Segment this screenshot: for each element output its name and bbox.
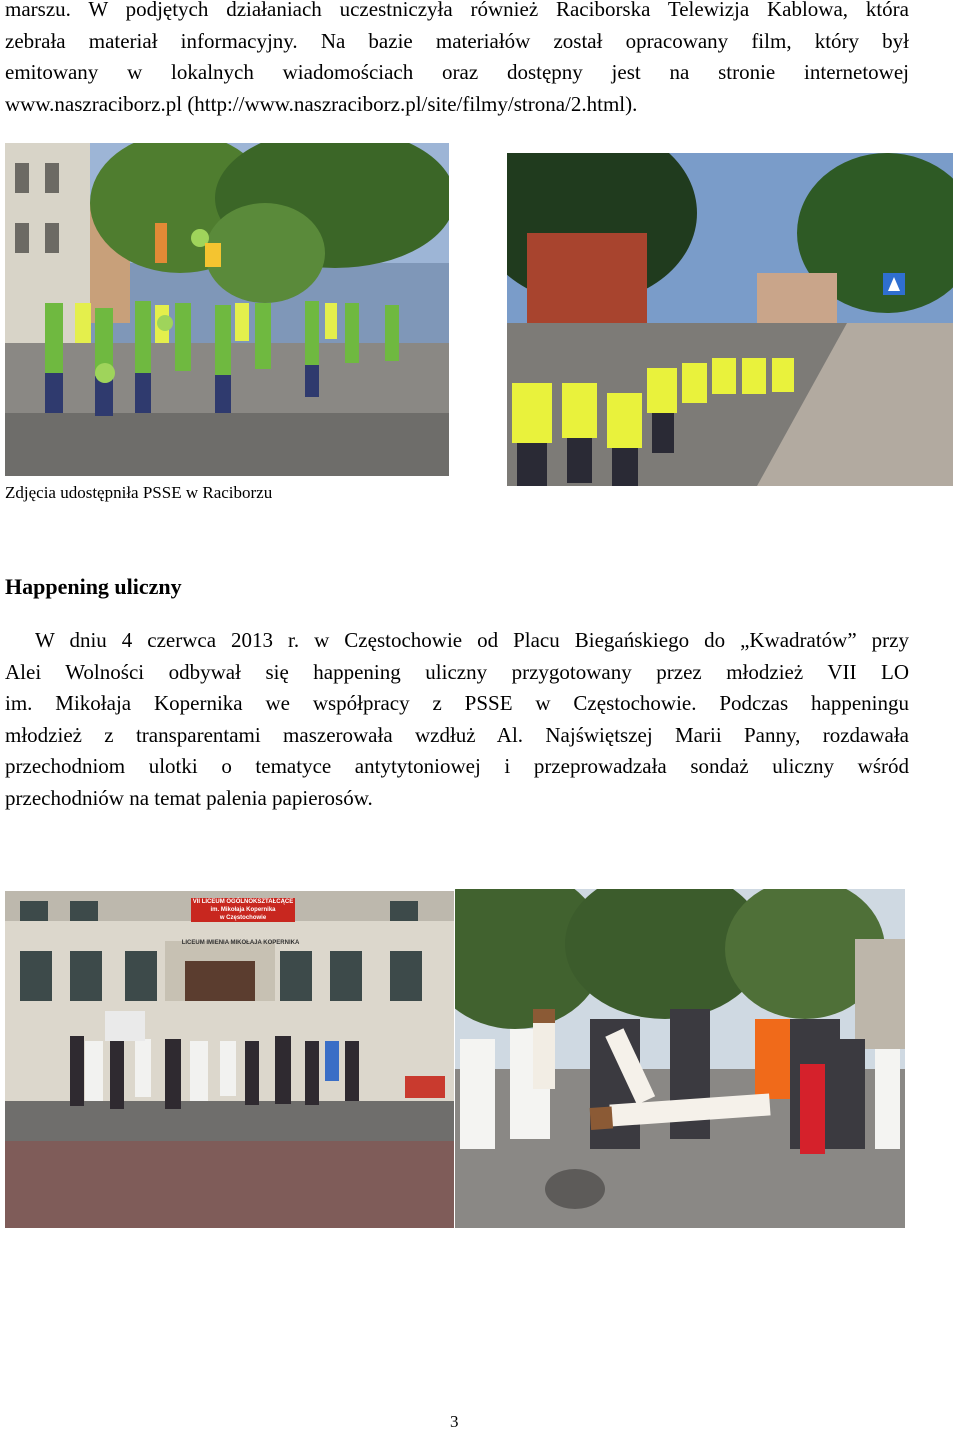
intro-line: zebrała materiał informacyjny. Na bazie materiałów został opracowany film, który był [5,28,909,53]
photo-school-building [5,891,454,1228]
section-heading: Happening uliczny [5,574,182,599]
paragraph-line: przechodniom ulotki o tematyce antytytoniowej i przeprowadzała sondaż uliczny wśród [5,754,909,779]
school-sign-line: im. Mikołaja Kopernika [210,907,276,913]
school-sign [191,898,295,922]
photo-raciborz-march-2 [507,153,953,486]
school-sign-line: VII LICEUM OGÓLNOKSZTAŁCĄCE [192,899,294,905]
school-sign-line: w Częstochowie [219,915,267,921]
intro-line-link[interactable]: www.naszraciborz.pl (http://www.naszraciborz.pl/site/filmy/strona/2.html). [5,91,638,116]
school-facade-inscription: LICEUM IMIENIA MIKOŁAJA KOPERNIKA [181,940,300,946]
intro-line: marszu. W podjętych działaniach uczestniczyła również Raciborska Telewizja Kablowa, która [5,0,909,21]
photo-happening-cigarettes [455,889,905,1228]
paragraph-line: Alei Wolności odbywał się happening uliczny przygotowany przez młodzież VII LO [5,659,909,684]
paragraph-line: młodzież z transparentami maszerowała wzdłuż Al. Najświętszej Marii Panny, rozdawała [5,722,909,747]
photo-raciborz-march-1 [5,143,449,476]
paragraph-line: W dniu 4 czerwca 2013 r. w Częstochowie od Placu Biegańskiego do „Kwadratów” przy [5,628,909,652]
paragraph-line: przechodniów na temat palenia papierosów. [5,785,373,810]
photo-caption: Zdjęcia udostępniła PSSE w Raciborzu [5,483,273,502]
page-number: 3 [450,1412,459,1431]
happening-paragraph [5,625,909,815]
paragraph-line: im. Mikołaja Kopernika we współpracy z PSSE w Częstochowie. Podczas happeningu [5,691,909,716]
intro-line: emitowany w lokalnych wiadomościach oraz dostępny jest na stronie internetowej [5,60,909,85]
intro-paragraph [5,0,909,120]
